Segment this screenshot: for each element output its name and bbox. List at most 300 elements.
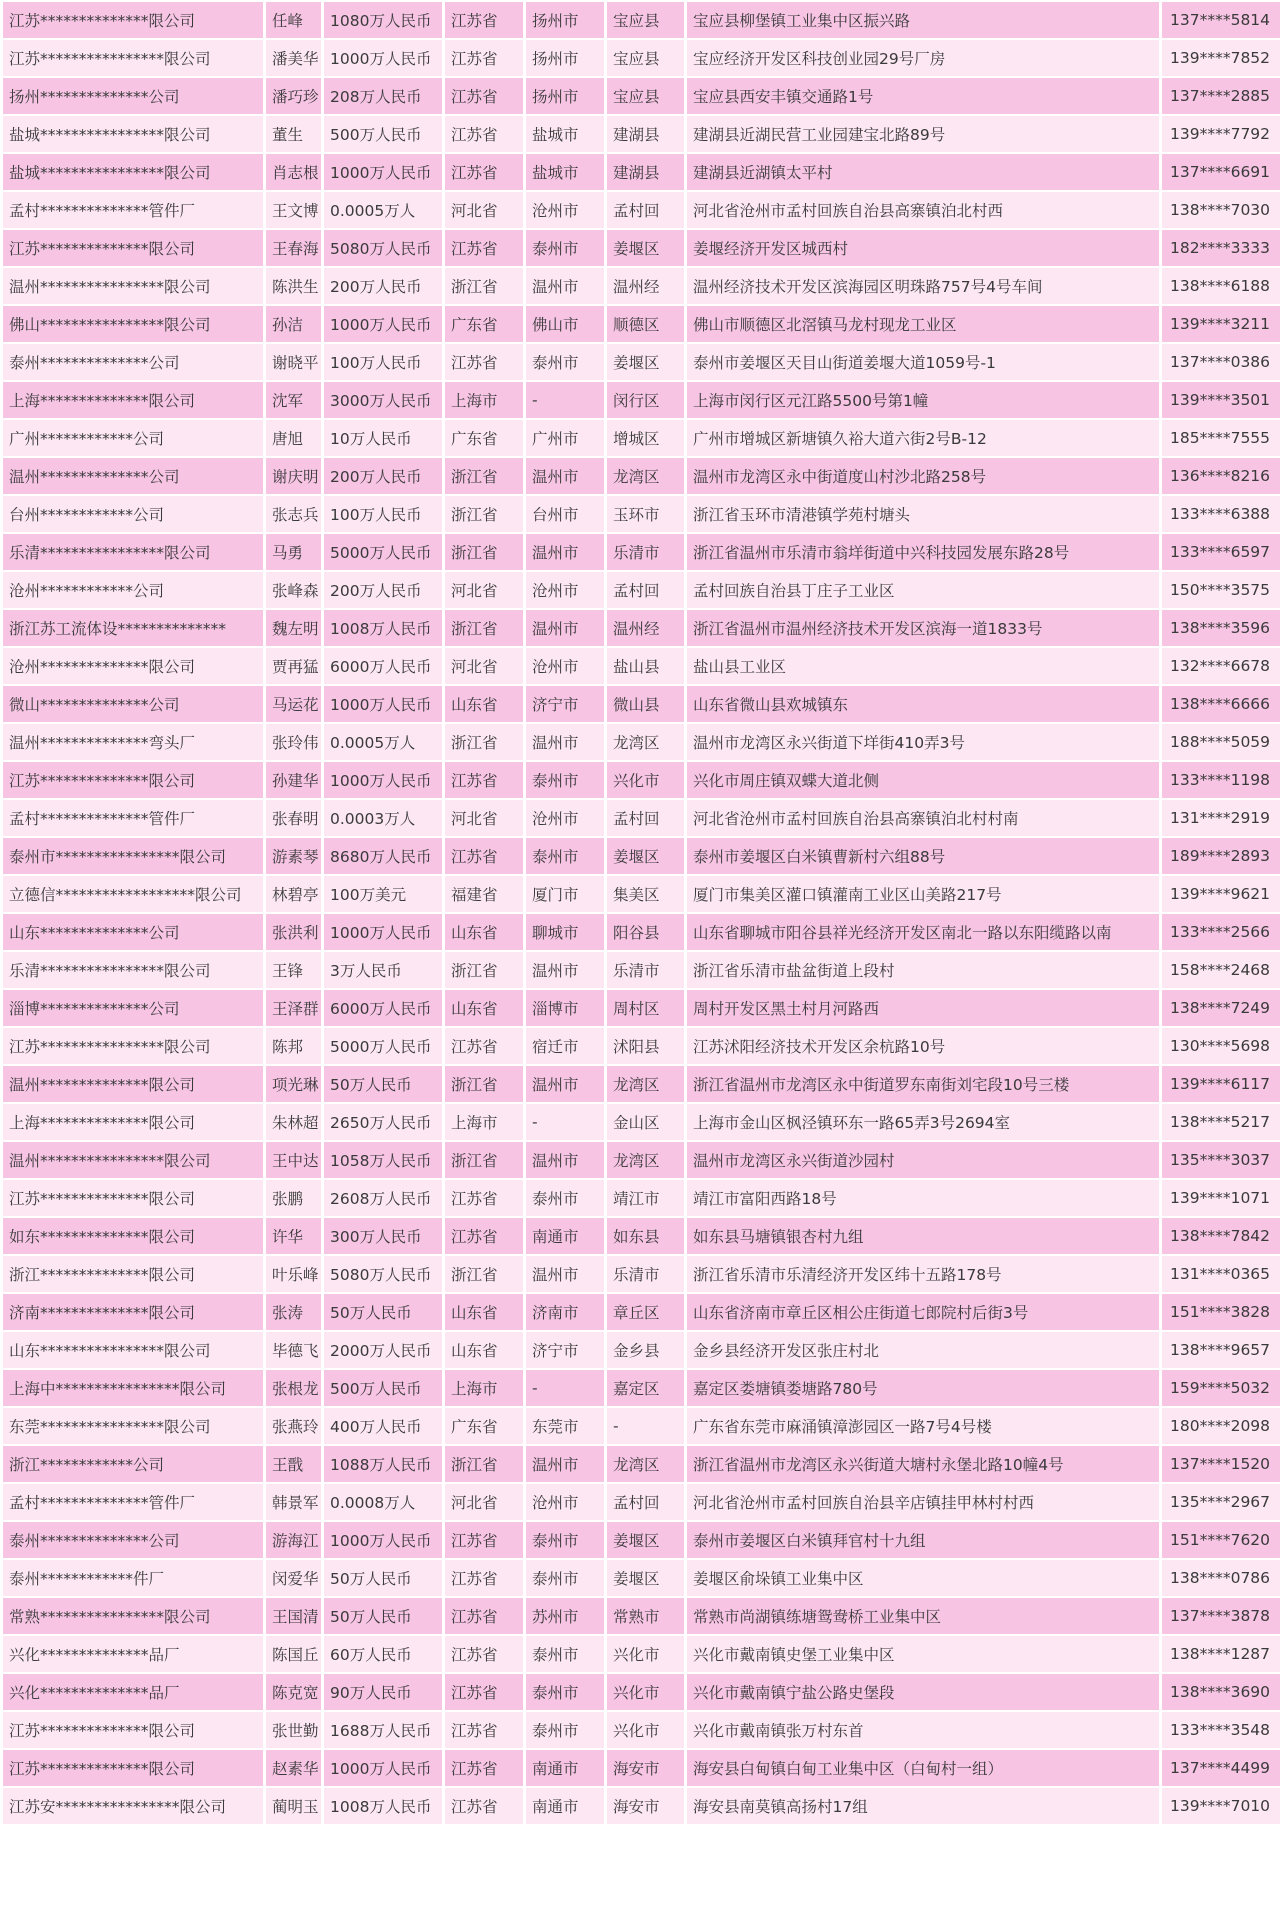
city-cell: 广州市	[526, 420, 604, 456]
province-cell: 广东省	[445, 1408, 523, 1444]
phone-cell: 139****6117	[1162, 1066, 1280, 1102]
table-row	[3, 1332, 1280, 1368]
table-row	[3, 1142, 1280, 1178]
phone-cell: 138****7030	[1162, 192, 1280, 228]
legal-rep-cell: 孙洁	[266, 306, 321, 342]
company-name-cell: 泰州**************公司	[3, 1522, 263, 1558]
company-name-cell: 山东**************公司	[3, 914, 263, 950]
legal-rep-cell: 王中达	[266, 1142, 321, 1178]
legal-rep-cell: 张涛	[266, 1294, 321, 1330]
phone-cell: 133****2566	[1162, 914, 1280, 950]
province-cell: 浙江省	[445, 534, 523, 570]
phone-cell: 139****7010	[1162, 1788, 1280, 1824]
address-cell: 浙江省玉环市清港镇学苑村塘头	[687, 496, 1159, 532]
table-row	[3, 306, 1280, 342]
table-row	[3, 1256, 1280, 1292]
table-row	[3, 724, 1280, 760]
company-name-cell: 乐清****************限公司	[3, 534, 263, 570]
address-cell: 孟村回族自治县丁庄子工业区	[687, 572, 1159, 608]
address-cell: 温州市龙湾区永兴街道下垟街410弄3号	[687, 724, 1159, 760]
address-cell: 泰州市姜堰区白米镇拜官村十九组	[687, 1522, 1159, 1558]
table-row	[3, 40, 1280, 76]
registered-capital-cell: 6000万人民币	[324, 648, 442, 684]
address-cell: 宝应经济开发区科技创业园29号厂房	[687, 40, 1159, 76]
city-cell: 淄博市	[526, 990, 604, 1026]
address-cell: 嘉定区娄塘镇娄塘路780号	[687, 1370, 1159, 1406]
district-cell: 龙湾区	[607, 458, 684, 494]
table-row	[3, 1446, 1280, 1482]
district-cell: 兴化市	[607, 1712, 684, 1748]
phone-cell: 180****2098	[1162, 1408, 1280, 1444]
district-cell: 宝应县	[607, 78, 684, 114]
district-cell: 海安市	[607, 1750, 684, 1786]
address-cell: 金乡县经济开发区张庄村北	[687, 1332, 1159, 1368]
phone-cell: 133****6388	[1162, 496, 1280, 532]
district-cell: 建湖县	[607, 154, 684, 190]
district-cell: 宝应县	[607, 2, 684, 38]
address-cell: 盐山县工业区	[687, 648, 1159, 684]
registered-capital-cell: 5080万人民币	[324, 230, 442, 266]
registered-capital-cell: 100万美元	[324, 876, 442, 912]
district-cell: 龙湾区	[607, 1446, 684, 1482]
company-name-cell: 上海**************限公司	[3, 382, 263, 418]
district-cell: 孟村回	[607, 1484, 684, 1520]
province-cell: 江苏省	[445, 1560, 523, 1596]
company-name-cell: 江苏**************限公司	[3, 1180, 263, 1216]
address-cell: 海安县南莫镇高扬村17组	[687, 1788, 1159, 1824]
district-cell: 章丘区	[607, 1294, 684, 1330]
company-name-cell: 江苏**************限公司	[3, 230, 263, 266]
legal-rep-cell: 张燕玲	[266, 1408, 321, 1444]
legal-rep-cell: 项光琳	[266, 1066, 321, 1102]
registered-capital-cell: 5000万人民币	[324, 1028, 442, 1064]
province-cell: 江苏省	[445, 1522, 523, 1558]
registered-capital-cell: 50万人民币	[324, 1560, 442, 1596]
province-cell: 浙江省	[445, 1066, 523, 1102]
city-cell: 苏州市	[526, 1598, 604, 1634]
legal-rep-cell: 贾再猛	[266, 648, 321, 684]
table-row	[3, 420, 1280, 456]
company-name-cell: 浙江苏工流体设**************	[3, 610, 263, 646]
table-row	[3, 382, 1280, 418]
legal-rep-cell: 王锋	[266, 952, 321, 988]
district-cell: 姜堰区	[607, 1560, 684, 1596]
phone-cell: 151****7620	[1162, 1522, 1280, 1558]
registered-capital-cell: 2608万人民币	[324, 1180, 442, 1216]
registered-capital-cell: 400万人民币	[324, 1408, 442, 1444]
registered-capital-cell: 1058万人民币	[324, 1142, 442, 1178]
registered-capital-cell: 1000万人民币	[324, 306, 442, 342]
address-cell: 宝应县柳堡镇工业集中区振兴路	[687, 2, 1159, 38]
address-cell: 浙江省温州市龙湾区永中街道罗东南街刘宅段10号三楼	[687, 1066, 1159, 1102]
registered-capital-cell: 1008万人民币	[324, 610, 442, 646]
province-cell: 浙江省	[445, 1256, 523, 1292]
registered-capital-cell: 500万人民币	[324, 116, 442, 152]
district-cell: 嘉定区	[607, 1370, 684, 1406]
phone-cell: 137****6691	[1162, 154, 1280, 190]
city-cell: 温州市	[526, 610, 604, 646]
phone-cell: 138****0786	[1162, 1560, 1280, 1596]
address-cell: 佛山市顺德区北滘镇马龙村现龙工业区	[687, 306, 1159, 342]
company-name-cell: 山东****************限公司	[3, 1332, 263, 1368]
province-cell: 江苏省	[445, 1218, 523, 1254]
company-name-cell: 广州************公司	[3, 420, 263, 456]
city-cell: 宿迁市	[526, 1028, 604, 1064]
province-cell: 上海市	[445, 1104, 523, 1140]
province-cell: 山东省	[445, 1332, 523, 1368]
district-cell: 靖江市	[607, 1180, 684, 1216]
table-row	[3, 534, 1280, 570]
registered-capital-cell: 90万人民币	[324, 1674, 442, 1710]
legal-rep-cell: 谢晓平	[266, 344, 321, 380]
province-cell: 浙江省	[445, 1142, 523, 1178]
address-cell: 温州市龙湾区永兴街道沙园村	[687, 1142, 1159, 1178]
company-name-cell: 孟村**************管件厂	[3, 192, 263, 228]
address-cell: 泰州市姜堰区白米镇曹新村六组88号	[687, 838, 1159, 874]
company-name-cell: 孟村**************管件厂	[3, 1484, 263, 1520]
city-cell: 温州市	[526, 1142, 604, 1178]
province-cell: 江苏省	[445, 838, 523, 874]
province-cell: 河北省	[445, 648, 523, 684]
city-cell: 济南市	[526, 1294, 604, 1330]
district-cell: 温州经	[607, 610, 684, 646]
city-cell: 佛山市	[526, 306, 604, 342]
company-name-cell: 江苏**************限公司	[3, 1712, 263, 1748]
city-cell: -	[526, 382, 604, 418]
legal-rep-cell: 潘美华	[266, 40, 321, 76]
table-row	[3, 686, 1280, 722]
legal-rep-cell: 闵爱华	[266, 1560, 321, 1596]
legal-rep-cell: 叶乐峰	[266, 1256, 321, 1292]
address-cell: 建湖县近湖镇太平村	[687, 154, 1159, 190]
company-name-cell: 如东**************限公司	[3, 1218, 263, 1254]
table-row	[3, 1484, 1280, 1520]
city-cell: -	[526, 1370, 604, 1406]
legal-rep-cell: 马勇	[266, 534, 321, 570]
legal-rep-cell: 张玲伟	[266, 724, 321, 760]
address-cell: 温州市龙湾区永中街道度山村沙北路258号	[687, 458, 1159, 494]
province-cell: 浙江省	[445, 458, 523, 494]
registered-capital-cell: 1000万人民币	[324, 154, 442, 190]
registered-capital-cell: 8680万人民币	[324, 838, 442, 874]
table-row	[3, 1750, 1280, 1786]
company-name-cell: 上海**************限公司	[3, 1104, 263, 1140]
district-cell: 微山县	[607, 686, 684, 722]
district-cell: -	[607, 1408, 684, 1444]
address-cell: 山东省济南市章丘区相公庄街道七郎院村后街3号	[687, 1294, 1159, 1330]
district-cell: 乐清市	[607, 1256, 684, 1292]
phone-cell: 138****1287	[1162, 1636, 1280, 1672]
registered-capital-cell: 1688万人民币	[324, 1712, 442, 1748]
legal-rep-cell: 唐旭	[266, 420, 321, 456]
legal-rep-cell: 王戬	[266, 1446, 321, 1482]
district-cell: 乐清市	[607, 534, 684, 570]
legal-rep-cell: 蔺明玉	[266, 1788, 321, 1824]
district-cell: 兴化市	[607, 1636, 684, 1672]
city-cell: 沧州市	[526, 572, 604, 608]
table-row	[3, 154, 1280, 190]
phone-cell: 133****6597	[1162, 534, 1280, 570]
phone-cell: 138****6666	[1162, 686, 1280, 722]
province-cell: 江苏省	[445, 1180, 523, 1216]
company-name-cell: 江苏**************限公司	[3, 2, 263, 38]
phone-cell: 137****0386	[1162, 344, 1280, 380]
district-cell: 温州经	[607, 268, 684, 304]
province-cell: 江苏省	[445, 344, 523, 380]
province-cell: 山东省	[445, 914, 523, 950]
registered-capital-cell: 0.0008万人	[324, 1484, 442, 1520]
registered-capital-cell: 50万人民币	[324, 1294, 442, 1330]
district-cell: 海安市	[607, 1788, 684, 1824]
city-cell: 南通市	[526, 1750, 604, 1786]
phone-cell: 138****6188	[1162, 268, 1280, 304]
city-cell: 南通市	[526, 1218, 604, 1254]
city-cell: 温州市	[526, 1256, 604, 1292]
company-name-cell: 温州**************弯头厂	[3, 724, 263, 760]
phone-cell: 139****1071	[1162, 1180, 1280, 1216]
province-cell: 江苏省	[445, 1636, 523, 1672]
company-name-cell: 盐城****************限公司	[3, 154, 263, 190]
table-row	[3, 990, 1280, 1026]
phone-cell: 137****3878	[1162, 1598, 1280, 1634]
table-row	[3, 78, 1280, 114]
province-cell: 江苏省	[445, 1712, 523, 1748]
legal-rep-cell: 董生	[266, 116, 321, 152]
company-name-cell: 江苏安****************限公司	[3, 1788, 263, 1824]
province-cell: 江苏省	[445, 1750, 523, 1786]
district-cell: 集美区	[607, 876, 684, 912]
city-cell: 泰州市	[526, 344, 604, 380]
city-cell: 泰州市	[526, 762, 604, 798]
district-cell: 姜堰区	[607, 230, 684, 266]
city-cell: 济宁市	[526, 686, 604, 722]
phone-cell: 138****7249	[1162, 990, 1280, 1026]
province-cell: 河北省	[445, 192, 523, 228]
city-cell: 泰州市	[526, 1712, 604, 1748]
address-cell: 海安县白甸镇白甸工业集中区（白甸村一组）	[687, 1750, 1159, 1786]
table-row	[3, 1598, 1280, 1634]
district-cell: 金乡县	[607, 1332, 684, 1368]
province-cell: 河北省	[445, 800, 523, 836]
legal-rep-cell: 张志兵	[266, 496, 321, 532]
company-name-cell: 泰州**************公司	[3, 344, 263, 380]
company-name-cell: 江苏****************限公司	[3, 40, 263, 76]
legal-rep-cell: 朱林超	[266, 1104, 321, 1140]
table-row	[3, 2, 1280, 38]
province-cell: 江苏省	[445, 1674, 523, 1710]
address-cell: 河北省沧州市孟村回族自治县高寨镇泊北村西	[687, 192, 1159, 228]
table-row	[3, 952, 1280, 988]
address-cell: 山东省微山县欢城镇东	[687, 686, 1159, 722]
table-row	[3, 344, 1280, 380]
address-cell: 靖江市富阳西路18号	[687, 1180, 1159, 1216]
address-cell: 广州市增城区新塘镇久裕大道六街2号B-12	[687, 420, 1159, 456]
legal-rep-cell: 游海江	[266, 1522, 321, 1558]
company-name-cell: 温州**************限公司	[3, 1066, 263, 1102]
registered-capital-cell: 6000万人民币	[324, 990, 442, 1026]
legal-rep-cell: 张根龙	[266, 1370, 321, 1406]
legal-rep-cell: 陈克宽	[266, 1674, 321, 1710]
registered-capital-cell: 200万人民币	[324, 268, 442, 304]
legal-rep-cell: 王春海	[266, 230, 321, 266]
company-name-cell: 兴化**************品厂	[3, 1636, 263, 1672]
table-row	[3, 1788, 1280, 1824]
city-cell: 东莞市	[526, 1408, 604, 1444]
address-cell: 广东省东莞市麻涌镇漳澎园区一路7号4号楼	[687, 1408, 1159, 1444]
phone-cell: 137****1520	[1162, 1446, 1280, 1482]
registered-capital-cell: 10万人民币	[324, 420, 442, 456]
registered-capital-cell: 60万人民币	[324, 1636, 442, 1672]
city-cell: 盐城市	[526, 116, 604, 152]
phone-cell: 188****5059	[1162, 724, 1280, 760]
registered-capital-cell: 100万人民币	[324, 344, 442, 380]
legal-rep-cell: 魏左明	[266, 610, 321, 646]
district-cell: 常熟市	[607, 1598, 684, 1634]
province-cell: 浙江省	[445, 496, 523, 532]
city-cell: 南通市	[526, 1788, 604, 1824]
district-cell: 龙湾区	[607, 1066, 684, 1102]
legal-rep-cell: 谢庆明	[266, 458, 321, 494]
province-cell: 江苏省	[445, 1788, 523, 1824]
province-cell: 江苏省	[445, 154, 523, 190]
city-cell: 泰州市	[526, 1180, 604, 1216]
address-cell: 姜堰区俞垛镇工业集中区	[687, 1560, 1159, 1596]
address-cell: 兴化市戴南镇史堡工业集中区	[687, 1636, 1159, 1672]
city-cell: 温州市	[526, 458, 604, 494]
address-cell: 河北省沧州市孟村回族自治县高寨镇泊北村村南	[687, 800, 1159, 836]
province-cell: 江苏省	[445, 230, 523, 266]
table-row	[3, 230, 1280, 266]
city-cell: 扬州市	[526, 78, 604, 114]
legal-rep-cell: 潘巧珍	[266, 78, 321, 114]
registered-capital-cell: 2000万人民币	[324, 1332, 442, 1368]
district-cell: 姜堰区	[607, 344, 684, 380]
table-row	[3, 192, 1280, 228]
phone-cell: 135****2967	[1162, 1484, 1280, 1520]
address-cell: 泰州市姜堰区天目山街道姜堰大道1059号-1	[687, 344, 1159, 380]
address-cell: 温州经济技术开发区滨海园区明珠路757号4号车间	[687, 268, 1159, 304]
company-name-cell: 浙江**************限公司	[3, 1256, 263, 1292]
phone-cell: 182****3333	[1162, 230, 1280, 266]
city-cell: 扬州市	[526, 2, 604, 38]
district-cell: 孟村回	[607, 572, 684, 608]
province-cell: 浙江省	[445, 1446, 523, 1482]
company-name-cell: 乐清****************限公司	[3, 952, 263, 988]
company-name-cell: 浙江************公司	[3, 1446, 263, 1482]
phone-cell: 139****7792	[1162, 116, 1280, 152]
city-cell: 泰州市	[526, 230, 604, 266]
company-name-cell: 台州************公司	[3, 496, 263, 532]
province-cell: 山东省	[445, 686, 523, 722]
address-cell: 浙江省温州市龙湾区永兴街道大塘村永堡北路10幢4号	[687, 1446, 1159, 1482]
table-row	[3, 1560, 1280, 1596]
district-cell: 兴化市	[607, 762, 684, 798]
company-name-cell: 沧州************公司	[3, 572, 263, 608]
phone-cell: 150****3575	[1162, 572, 1280, 608]
registered-capital-cell: 200万人民币	[324, 572, 442, 608]
legal-rep-cell: 肖志根	[266, 154, 321, 190]
phone-cell: 138****9657	[1162, 1332, 1280, 1368]
phone-cell: 138****7842	[1162, 1218, 1280, 1254]
registered-capital-cell: 50万人民币	[324, 1066, 442, 1102]
phone-cell: 139****7852	[1162, 40, 1280, 76]
district-cell: 闵行区	[607, 382, 684, 418]
phone-cell: 137****4499	[1162, 1750, 1280, 1786]
table-row	[3, 1712, 1280, 1748]
province-cell: 上海市	[445, 382, 523, 418]
address-cell: 常熟市尚湖镇练塘鸳鸯桥工业集中区	[687, 1598, 1159, 1634]
phone-cell: 132****6678	[1162, 648, 1280, 684]
company-name-cell: 济南**************限公司	[3, 1294, 263, 1330]
registered-capital-cell: 100万人民币	[324, 496, 442, 532]
company-name-cell: 江苏****************限公司	[3, 1028, 263, 1064]
legal-rep-cell: 任峰	[266, 2, 321, 38]
district-cell: 阳谷县	[607, 914, 684, 950]
legal-rep-cell: 毕德飞	[266, 1332, 321, 1368]
company-name-cell: 温州****************限公司	[3, 1142, 263, 1178]
phone-cell: 131****0365	[1162, 1256, 1280, 1292]
company-name-cell: 温州****************限公司	[3, 268, 263, 304]
company-name-cell: 江苏**************限公司	[3, 762, 263, 798]
registered-capital-cell: 300万人民币	[324, 1218, 442, 1254]
city-cell: 泰州市	[526, 1674, 604, 1710]
province-cell: 江苏省	[445, 40, 523, 76]
registered-capital-cell: 500万人民币	[324, 1370, 442, 1406]
address-cell: 上海市金山区枫泾镇环东一路65弄3号2694室	[687, 1104, 1159, 1140]
legal-rep-cell: 沈军	[266, 382, 321, 418]
address-cell: 江苏沭阳经济技术开发区余杭路10号	[687, 1028, 1159, 1064]
address-cell: 宝应县西安丰镇交通路1号	[687, 78, 1159, 114]
phone-cell: 137****2885	[1162, 78, 1280, 114]
address-cell: 浙江省温州市乐清市翁垟街道中兴科技园发展东路28号	[687, 534, 1159, 570]
registered-capital-cell: 1000万人民币	[324, 40, 442, 76]
table-row	[3, 914, 1280, 950]
district-cell: 兴化市	[607, 1674, 684, 1710]
company-name-cell: 微山**************公司	[3, 686, 263, 722]
city-cell: 沧州市	[526, 1484, 604, 1520]
legal-rep-cell: 陈邦	[266, 1028, 321, 1064]
legal-rep-cell: 孙建华	[266, 762, 321, 798]
table-row	[3, 800, 1280, 836]
city-cell: 温州市	[526, 1446, 604, 1482]
province-cell: 江苏省	[445, 762, 523, 798]
legal-rep-cell: 马运花	[266, 686, 321, 722]
phone-cell: 133****3548	[1162, 1712, 1280, 1748]
legal-rep-cell: 赵素华	[266, 1750, 321, 1786]
district-cell: 姜堰区	[607, 838, 684, 874]
city-cell: 沧州市	[526, 800, 604, 836]
table-row	[3, 458, 1280, 494]
table-row	[3, 876, 1280, 912]
district-cell: 顺德区	[607, 306, 684, 342]
company-name-cell: 孟村**************管件厂	[3, 800, 263, 836]
phone-cell: 136****8216	[1162, 458, 1280, 494]
city-cell: 沧州市	[526, 192, 604, 228]
registered-capital-cell: 1080万人民币	[324, 2, 442, 38]
province-cell: 广东省	[445, 420, 523, 456]
registered-capital-cell: 0.0005万人	[324, 192, 442, 228]
province-cell: 河北省	[445, 1484, 523, 1520]
table-row	[3, 1066, 1280, 1102]
address-cell: 上海市闵行区元江路5500号第1幢	[687, 382, 1159, 418]
province-cell: 江苏省	[445, 2, 523, 38]
company-name-cell: 东莞****************限公司	[3, 1408, 263, 1444]
address-cell: 兴化市戴南镇张万村东首	[687, 1712, 1159, 1748]
table-row	[3, 1636, 1280, 1672]
province-cell: 浙江省	[445, 952, 523, 988]
registered-capital-cell: 1088万人民币	[324, 1446, 442, 1482]
company-name-cell: 温州**************公司	[3, 458, 263, 494]
